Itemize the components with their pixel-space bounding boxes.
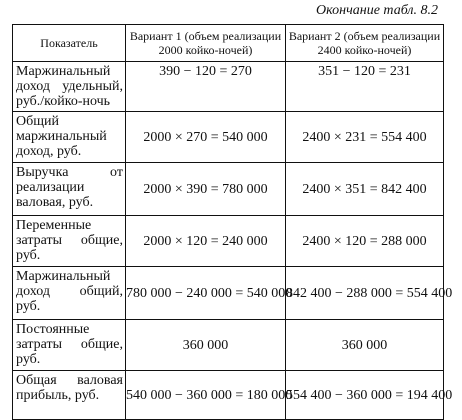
variant-1-value: 2000 × 270 = 540 000 bbox=[126, 112, 286, 163]
data-table bbox=[12, 24, 453, 420]
table-header-row bbox=[13, 25, 444, 62]
header-variant-2: Вариант 2 (объем реализации 2400 койко-ночей) bbox=[286, 25, 444, 62]
variant-1-value: 2000 × 390 = 780 000 bbox=[126, 163, 286, 216]
row-label: Переменные затраты общие, руб. bbox=[13, 216, 126, 267]
variant-1-value: 360 000 bbox=[126, 320, 286, 371]
variant-1-value: 2000 × 120 = 240 000 bbox=[126, 216, 286, 267]
table-caption: Окончание табл. 8.2 bbox=[316, 3, 438, 18]
row-label: Общая валовая прибыль, руб. bbox=[13, 371, 126, 420]
header-indicator: Показатель bbox=[13, 25, 126, 62]
header-variant-1: Вариант 1 (объем реализации 2000 койко-ночей) bbox=[126, 25, 286, 62]
variant-1-value: 780 000 − 240 000 = 540 000 bbox=[126, 267, 286, 320]
variant-2-value: 351 − 120 = 231 bbox=[286, 62, 444, 112]
row-label: Постоянные затраты общие, руб. bbox=[13, 320, 126, 371]
row-label: Выручка от реализации валовая, руб. bbox=[13, 163, 126, 216]
table-row bbox=[13, 112, 444, 163]
variant-2-value: 360 000 bbox=[286, 320, 444, 371]
variant-2-value: 2400 × 120 = 288 000 bbox=[286, 216, 444, 267]
variant-2-value: 2400 × 351 = 842 400 bbox=[286, 163, 444, 216]
table-row bbox=[13, 267, 444, 320]
table-row bbox=[13, 216, 444, 267]
variant-2-value: 554 400 − 360 000 = 194 400 bbox=[286, 371, 444, 420]
row-label: Маржинальный доход удельный, руб./койко-ночь bbox=[13, 62, 126, 112]
variant-1-value: 540 000 − 360 000 = 180 000 bbox=[126, 371, 286, 420]
table-row bbox=[13, 62, 444, 112]
table-row bbox=[13, 163, 444, 216]
variant-2-value: 2400 × 231 = 554 400 bbox=[286, 112, 444, 163]
table-row bbox=[13, 371, 444, 420]
variant-2-value: 842 400 − 288 000 = 554 400 bbox=[286, 267, 444, 320]
row-label: Общий маржинальный доход, руб. bbox=[13, 112, 126, 163]
variant-1-value: 390 − 120 = 270 bbox=[126, 62, 286, 112]
table-row bbox=[13, 320, 444, 371]
row-label: Маржинальный доход общий, руб. bbox=[13, 267, 126, 320]
